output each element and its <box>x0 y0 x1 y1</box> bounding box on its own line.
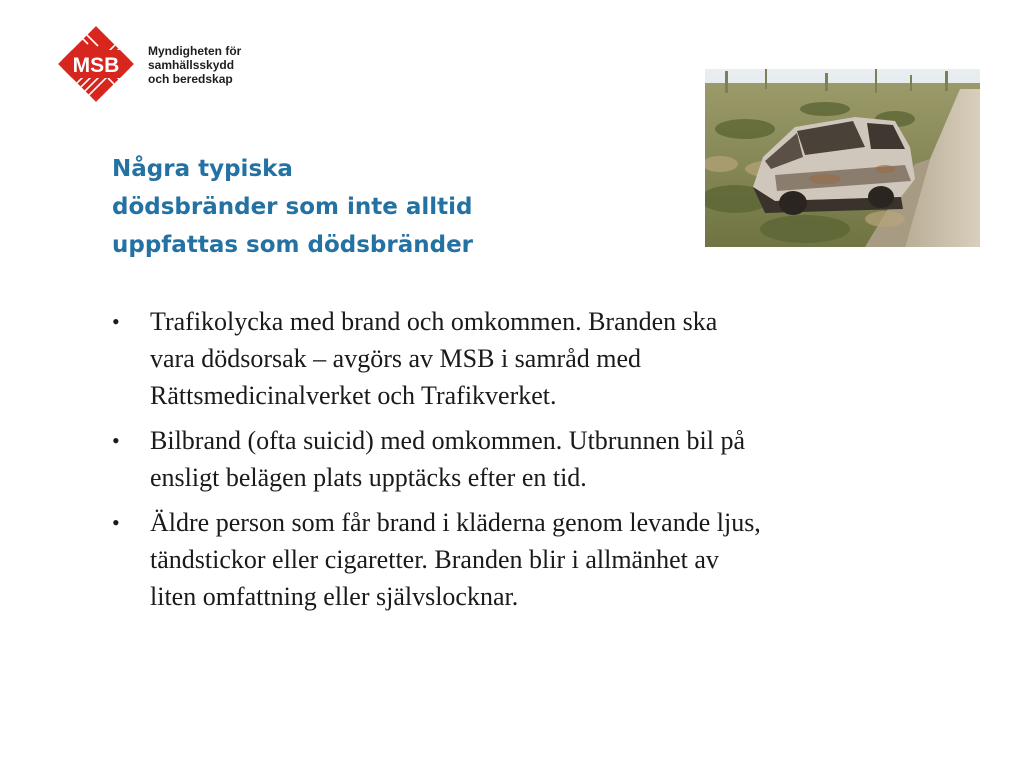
bullet-line: tändstickor eller cigaretter. Branden blir i allmänhet av <box>150 545 719 574</box>
agency-name <box>148 44 241 86</box>
bullet-list <box>112 303 972 623</box>
bullet-item <box>112 303 972 414</box>
bullet-marker: • <box>112 510 120 535</box>
bullet-line: Rättsmedicinalverket och Trafikverket. <box>150 381 557 410</box>
agency-name-line: Myndigheten för <box>148 44 242 58</box>
title-line: Några typiska <box>112 156 293 182</box>
title-line: dödsbränder som inte alltid <box>112 194 473 220</box>
agency-name-line: och beredskap <box>148 72 233 86</box>
msb-logo-icon <box>58 26 134 102</box>
bullet-line: liten omfattning eller självslocknar. <box>150 582 519 611</box>
agency-name-line: samhällsskydd <box>148 58 235 72</box>
bullet-text <box>150 504 972 615</box>
bullet-line: vara dödsorsak – avgörs av MSB i samråd med <box>150 344 642 373</box>
burnt-car-photo <box>705 69 980 247</box>
bullet-line: Trafikolycka med brand och omkommen. Branden ska <box>150 307 718 336</box>
bullet-text <box>150 422 972 496</box>
bullet-marker: • <box>112 428 120 453</box>
bullet-marker: • <box>112 309 120 334</box>
bullet-line: ensligt belägen plats upptäcks efter en tid. <box>150 463 587 492</box>
logo-mark-text: MSB <box>72 54 120 77</box>
msb-logo <box>58 26 258 102</box>
title-line: uppfattas som dödsbränder <box>112 232 474 258</box>
bullet-item <box>112 504 972 615</box>
bullet-line: Bilbrand (ofta suicid) med omkommen. Utbrunnen bil på <box>150 426 745 455</box>
bullet-line: Äldre person som får brand i kläderna genom levande ljus, <box>150 508 761 537</box>
slide-title <box>112 150 632 264</box>
bullet-text <box>150 303 972 414</box>
bullet-item <box>112 422 972 496</box>
